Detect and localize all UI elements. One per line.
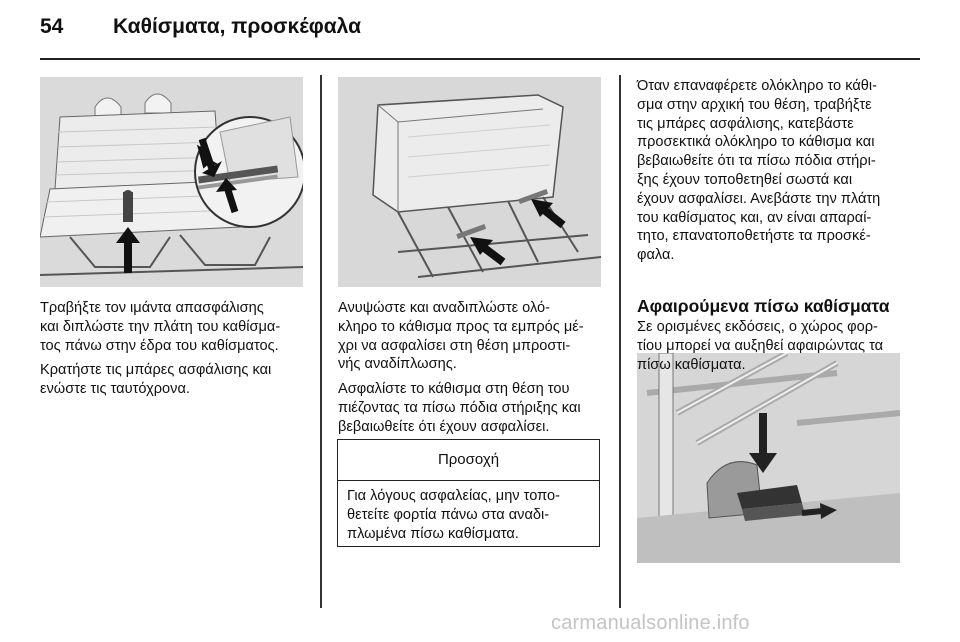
text-line: κληρο το κάθισμα προς τα εμπρός μέ- bbox=[338, 318, 584, 335]
text-line: πίσω καθίσματα. bbox=[637, 356, 746, 373]
text-line: Για λόγους ασφαλείας, μην τοπο- bbox=[347, 488, 560, 504]
text-line: θετείτε φορτία πάνω στα αναδι- bbox=[347, 506, 550, 523]
col1-paragraph-1 bbox=[40, 299, 280, 355]
text-line: Όταν επαναφέρετε ολόκληρο το κάθι- bbox=[637, 78, 878, 94]
caution-box bbox=[337, 439, 600, 547]
seat-strap-figure bbox=[40, 77, 303, 287]
col2-paragraph-1 bbox=[338, 299, 584, 374]
page-header bbox=[0, 0, 960, 62]
text-line: Ανυψώστε και αναδιπλώστε ολό- bbox=[338, 300, 551, 316]
text-line: έχουν ασφαλίσει. Ανεβάστε την πλάτη bbox=[637, 190, 881, 207]
text-line: νής αναδίπλωσης. bbox=[338, 356, 457, 373]
text-line: Σε ορισμένες εκδόσεις, ο χώρος φορ- bbox=[637, 319, 878, 335]
col3-paragraph-2 bbox=[637, 318, 883, 374]
text-line: τις μπάρες ασφάλισης, κατεβάστε bbox=[637, 115, 854, 132]
seat-folded-figure bbox=[338, 77, 601, 287]
text-line: πιέζοντας τα πίσω πόδια στήριξης και bbox=[338, 399, 581, 416]
text-line: τος πάνω στην έδρα του καθίσματος. bbox=[40, 337, 279, 354]
seat-removal-figure bbox=[637, 353, 900, 563]
text-line: Τραβήξτε τον ιμάντα απασφάλισης bbox=[40, 300, 264, 316]
section-heading: Αφαιρούμενα πίσω καθίσματα bbox=[637, 296, 890, 316]
page-title: Καθίσματα, προσκέφαλα bbox=[113, 15, 361, 38]
text-line: Κρατήστε τις μπάρες ασφάλισης και bbox=[40, 362, 272, 378]
column-divider-left bbox=[320, 75, 322, 608]
text-line: σμα στην αρχική του θέση, τραβήξτε bbox=[637, 96, 872, 113]
text-line: βεβαιωθείτε ότι έχουν ασφαλίσει. bbox=[338, 418, 550, 435]
text-line: ενώστε τις ταυτόχρονα. bbox=[40, 380, 190, 397]
text-line: Ασφαλίστε το κάθισμα στη θέση του bbox=[338, 381, 570, 397]
text-line: χρι να ασφαλίσει στη θέση μπροστι- bbox=[338, 337, 571, 354]
caution-text bbox=[338, 481, 599, 543]
col1-paragraph-2 bbox=[40, 361, 271, 399]
page-number: 54 bbox=[40, 15, 64, 38]
seat-release-strap-icon bbox=[40, 77, 303, 287]
text-line: προσεκτικά ολόκληρο το κάθισμα και bbox=[637, 134, 875, 151]
column-divider-right bbox=[619, 75, 621, 608]
col2-paragraph-2 bbox=[338, 380, 581, 436]
watermark: carmanualsonline.info bbox=[551, 612, 750, 634]
text-line: τητο, επανατοποθετήστε τα προσκέ- bbox=[637, 228, 871, 245]
seat-removal-latch-icon bbox=[637, 353, 900, 563]
text-line: φαλα. bbox=[637, 247, 675, 264]
text-line: πλωμένα πίσω καθίσματα. bbox=[347, 525, 519, 542]
header-divider bbox=[40, 58, 920, 60]
folded-seat-lock-icon bbox=[338, 77, 601, 287]
text-line: τίου μπορεί να αυξηθεί αφαιρώντας τα bbox=[637, 337, 884, 354]
text-line: του καθίσματος και, αν είναι απαραί- bbox=[637, 209, 872, 226]
col3-paragraph-1 bbox=[637, 77, 880, 265]
text-line: ξης έχουν τοποθετηθεί σωστά και bbox=[637, 171, 853, 188]
text-line: και διπλώστε την πλάτη του καθίσμα- bbox=[40, 318, 281, 335]
text-line: βεβαιωθείτε ότι τα πίσω πόδια στήρι- bbox=[637, 153, 876, 170]
caution-title: Προσοχή bbox=[338, 440, 599, 481]
